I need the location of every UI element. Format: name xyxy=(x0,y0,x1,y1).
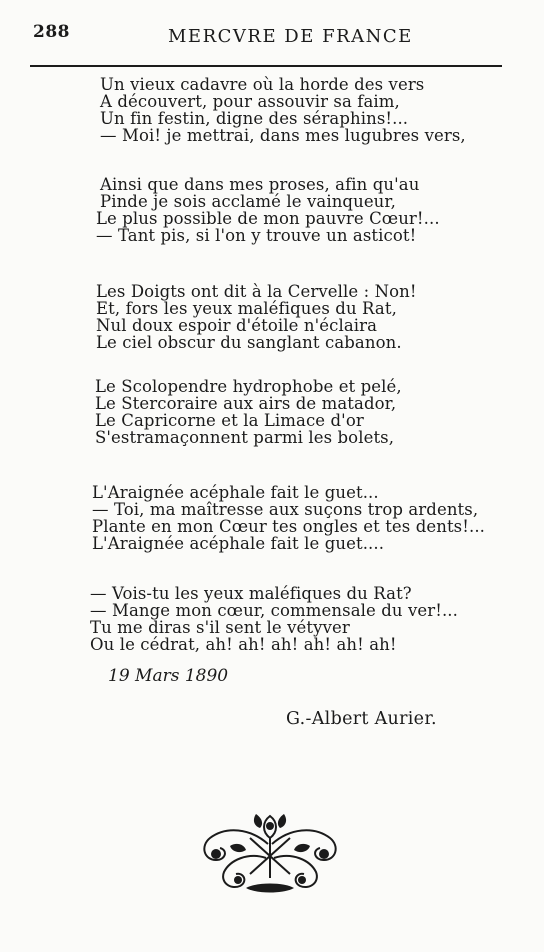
verse-line: Ainsi que dans mes proses, afin qu'au xyxy=(100,175,420,194)
verse-line: Le ciel obscur du sanglant cabanon. xyxy=(96,333,402,352)
verse-line: Le Scolopendre hydrophobe et pelé, xyxy=(95,377,402,396)
verse-line: — Moi! je mettrai, dans mes lugubres vers, xyxy=(100,126,466,145)
verse-line: Un fin festin, digne des séraphins!... xyxy=(100,109,409,128)
verse-line: Le plus possible de mon pauvre Cœur!... xyxy=(96,209,440,228)
verse-line: Et, fors les yeux maléfiques du Rat, xyxy=(96,299,397,318)
verse-line: L'Araignée acéphale fait le guet.... xyxy=(92,534,385,553)
verse-line: — Toi, ma maîtresse aux suçons trop ardents, xyxy=(92,500,479,519)
verse-line: — Mange mon cœur, commensale du ver!... xyxy=(90,601,458,620)
verse-line: Le Capricorne et la Limace d'or xyxy=(95,411,364,430)
author-signature: G.-Albert Aurier. xyxy=(286,709,437,729)
page-header xyxy=(0,0,544,70)
verse-line: A découvert, pour assouvir sa faim, xyxy=(100,92,400,111)
verse-line: Tu me diras s'il sent le vétyver xyxy=(90,618,350,637)
page-number: 288 xyxy=(33,22,70,42)
verse-line: Plante en mon Cœur tes ongles et tes dents!... xyxy=(92,517,486,536)
verse-line: Les Doigts ont dit à la Cervelle : Non! xyxy=(96,282,417,301)
verse-line: — Vois-tu les yeux maléfiques du Rat? xyxy=(90,584,412,603)
verse-line: S'estramaçonnent parmi les bolets, xyxy=(95,428,395,447)
verse-line: — Tant pis, si l'on y trouve un asticot! xyxy=(96,226,417,245)
verse-line: Un vieux cadavre où la horde des vers xyxy=(100,75,425,94)
floral-tailpiece-icon xyxy=(190,808,350,898)
running-title: MERCVRE DE FRANCE xyxy=(168,26,413,47)
verse-line: Le Stercoraire aux airs de matador, xyxy=(95,394,397,413)
verse-line: Ou le cédrat, ah! ah! ah! ah! ah! ah! xyxy=(90,635,397,654)
verse-line: Nul doux espoir d'étoile n'éclaira xyxy=(96,316,378,335)
verse-line: L'Araignée acéphale fait le guet... xyxy=(92,483,379,502)
header-rule xyxy=(30,65,502,67)
verse-line: Pinde je sois acclamé le vainqueur, xyxy=(100,192,396,211)
poem-date: 19 Mars 1890 xyxy=(108,666,229,686)
